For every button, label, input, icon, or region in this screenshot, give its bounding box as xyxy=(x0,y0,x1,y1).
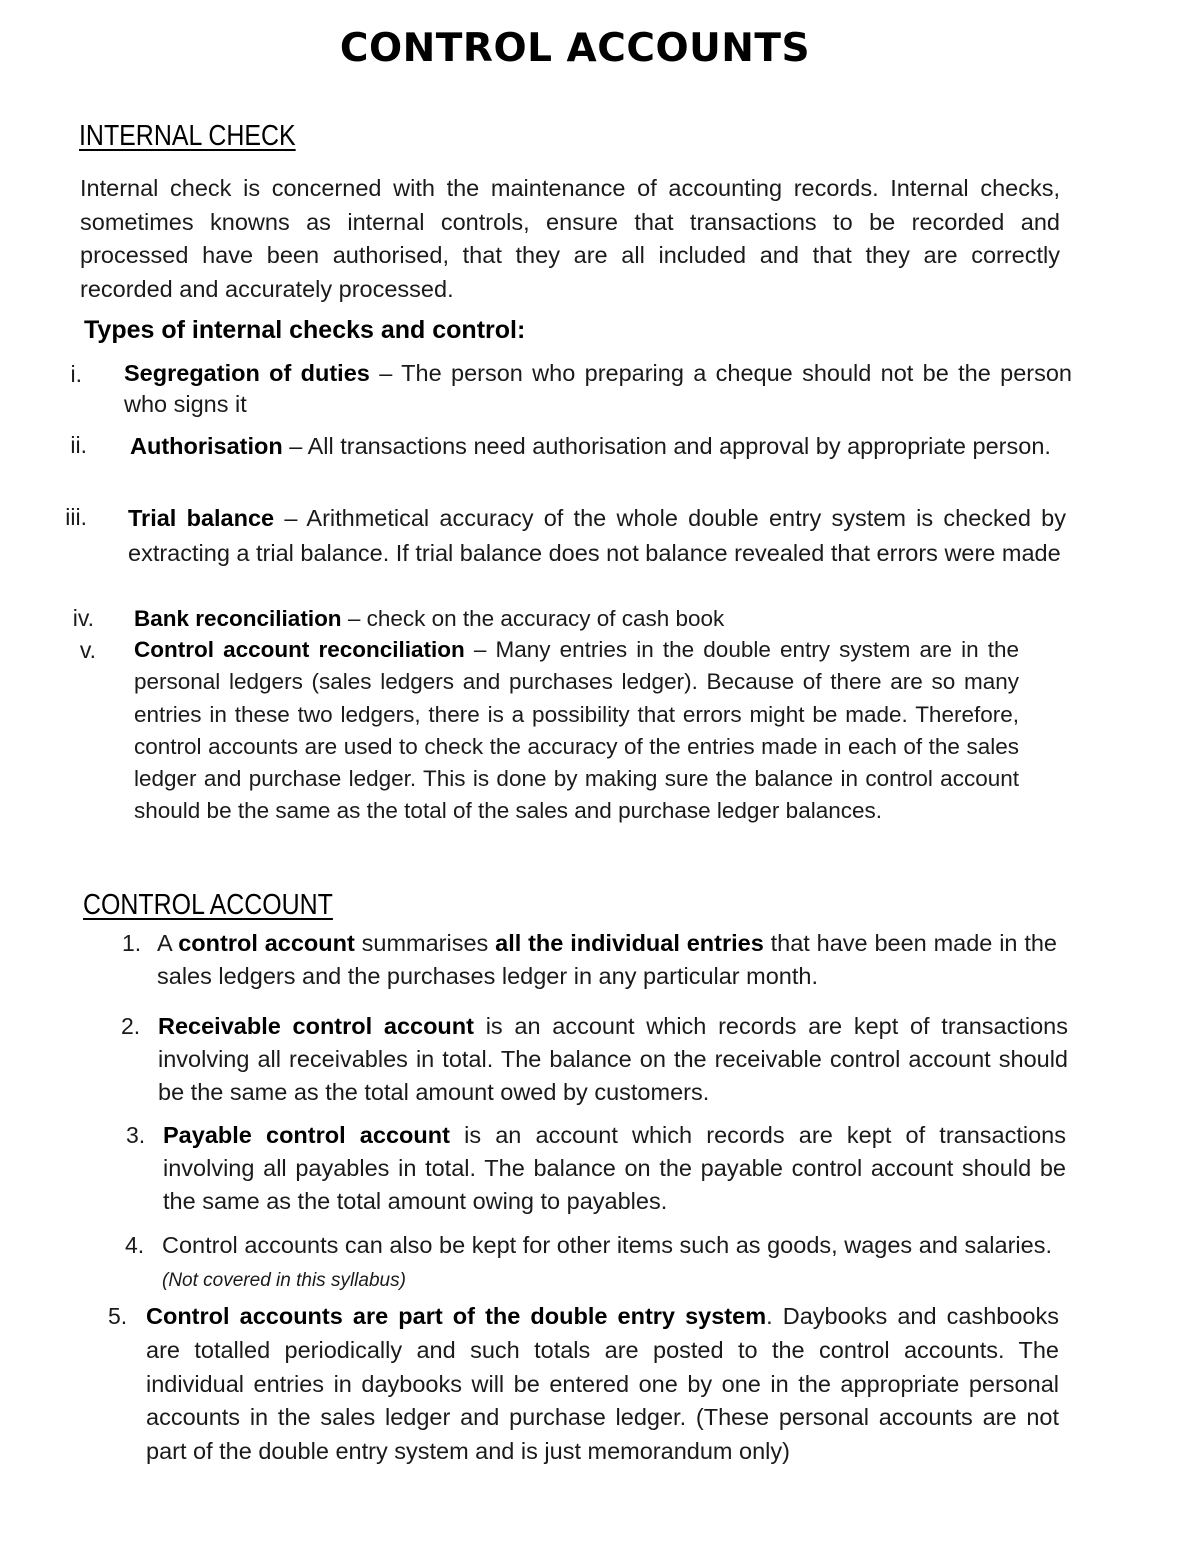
list-marker: iii. xyxy=(65,504,87,530)
list-marker: v. xyxy=(79,637,96,663)
list-marker: iv. xyxy=(72,605,94,631)
list-item-desc: – check on the accuracy of cash book xyxy=(341,606,725,631)
list-marker: 2. xyxy=(121,1013,141,1039)
list-item-term: Bank reconciliation xyxy=(134,606,342,631)
list-item-desc: – Many entries in the double entry system are in the personal ledgers (sales ledgers and purchases ledger). Because of there are so many entries in these two ledgers, there is a possibility that errors might be made. Therefore, control accounts are used to check the accuracy of the entries made in each of the sales ledger and purchase ledger. This is done by making sure the balance in control account should be the same as the total of the sales and purchase ledger balances. xyxy=(134,637,1020,824)
list-marker: ii. xyxy=(70,432,87,458)
page-title: CONTROL ACCOUNTS xyxy=(339,26,811,71)
list-item-term: Segregation of duties xyxy=(124,360,370,386)
list-marker: i. xyxy=(70,361,82,387)
types-subheading: Types of internal checks and control: xyxy=(84,316,526,344)
list-item-text xyxy=(130,429,1085,464)
list-marker: 3. xyxy=(126,1122,146,1148)
list-item-desc: – Arithmetical accuracy of the whole double entry system is checked by extracting a trial balance. If trial balance does not balance revealed that errors were made xyxy=(128,505,1066,566)
syllabus-note: (Not covered in this syllabus) xyxy=(162,1270,406,1291)
list-marker: 4. xyxy=(125,1232,145,1258)
list-item-text xyxy=(134,634,1019,828)
list-item-text xyxy=(128,501,1066,570)
list-item-text: A control account summarises all the individual entries that have been made in the sales ledgers and the purchases ledger in any particular month. xyxy=(157,930,1057,989)
list-item-text xyxy=(124,358,1072,420)
section-heading-control-account: CONTROL ACCOUNT xyxy=(83,889,333,921)
list-item-text: Payable control account is an account which records are kept of transactions involving all payables in total. The balance on the payable control account should be the same as the total amount owing to payables. xyxy=(163,1122,1066,1214)
list-item-desc: – The person who preparing a cheque should not be the person who signs it xyxy=(124,360,1072,417)
list-item-term: Trial balance xyxy=(128,505,275,531)
list-marker: 5. xyxy=(108,1303,128,1329)
list-item-text: Receivable control account is an account which records are kept of transactions involving all receivables in total. The balance on the receivable control account should be the same as the total amount owed by customers. xyxy=(158,1013,1069,1105)
section-heading-internal-check: INTERNAL CHECK xyxy=(79,120,296,152)
internal-check-paragraph: Internal check is concerned with the maintenance of accounting records. Internal checks, sometimes knowns as internal controls, ensure that transactions to be recorded and processed have been authorised, that they are all included and that they are correctly recorded and accurately processed. xyxy=(80,175,1060,302)
list-item-desc: – All transactions need authorisation and approval by appropriate person. xyxy=(282,433,1051,459)
list-item-text xyxy=(134,602,1034,635)
list-item-term: Authorisation xyxy=(130,433,283,459)
list-marker: 1. xyxy=(122,930,142,956)
list-item-text: Control accounts are part of the double entry system. Daybooks and cashbooks are totalled periodically and such totals are posted to the control accounts. The individual entries in daybooks will be entered one by one in the appropriate personal accounts in the sales ledger and purchase ledger. (These personal accounts are not part of the double entry system and is just memorandum only) xyxy=(146,1303,1059,1465)
list-item-term: Control account reconciliation xyxy=(134,637,465,662)
list-item-text: Control accounts can also be kept for other items such as goods, wages and salaries. (Not covered in this syllabus) xyxy=(162,1232,1052,1291)
